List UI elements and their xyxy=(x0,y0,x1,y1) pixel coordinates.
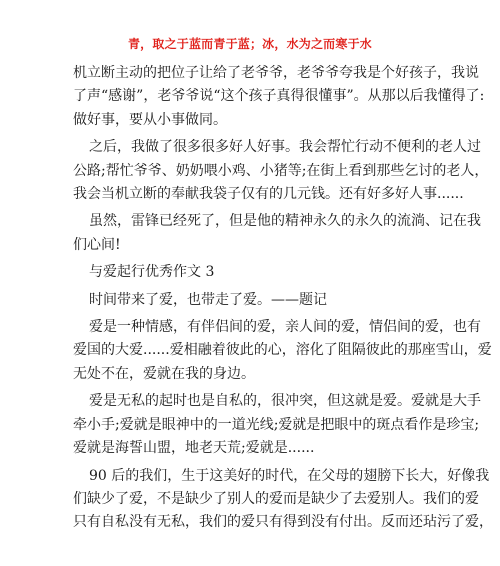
paragraph xyxy=(73,390,481,460)
text-line: 之后，我做了很多很多好人好事。我会帮忙行动不便利的老人过 xyxy=(89,139,481,156)
text-line: 爱是一种情感，有伴侣间的爱，亲人间的爱，情侣间的爱，也有 xyxy=(89,319,481,336)
paragraph xyxy=(73,62,485,132)
text-line: 爱就是海誓山盟，地老天荒;爱就是...... xyxy=(73,440,315,457)
text-line: 做好事，要从小事做同。 xyxy=(73,111,227,128)
text-line: 牵小手;爱就是眼神中的一道光线;爱就是把眼中的斑点看作是珍宝; xyxy=(73,416,480,433)
text-line: 公路;帮忙爷爷、奶奶喂小鸡、小猪等;在街上看到那些乞讨的老人， xyxy=(73,162,489,179)
text-line: 时间带来了爱，也带走了爱。——题记 xyxy=(89,291,327,308)
text-line: 们缺少了爱，不是缺少了别人的爱而是缺少了去爱别人。我们的爱 xyxy=(73,490,479,507)
paragraph xyxy=(73,261,439,284)
paragraph xyxy=(73,289,439,312)
text-line: 无处不在，爱就在我的身边。 xyxy=(73,365,255,382)
text-line: 机立断主动的把位子让给了老爷爷，老爷爷夸我是个好孩子，我说 xyxy=(73,65,479,81)
paragraph xyxy=(73,210,481,257)
text-line: 90 后的我们，生于这美好的时代，在父母的翅膀下长大，好像我 xyxy=(89,467,490,484)
text-line: 爱是无私的起时也是自私的，很冲突，但这就是爱。爱就是大手 xyxy=(89,393,481,410)
text-line: 们心间! xyxy=(73,236,121,253)
text-line: 我会当机立断的奉献我袋子仅有的几元钱。还有好多好人事...... xyxy=(73,186,464,203)
paragraph xyxy=(73,465,493,535)
document-body xyxy=(73,62,493,539)
text-line: 爱国的大爱......爱相融着彼此的心，溶化了阻隔彼此的那座雪山，爱 xyxy=(73,342,492,359)
paragraph xyxy=(73,136,489,206)
page-header-title: 青，取之于蓝而青于蓝；冰，水为之而寒于水 xyxy=(127,37,372,51)
text-line: 了声“感谢”，老爷爷说“这个孩子真得很懂事”。从那以后我懂得了: xyxy=(73,88,485,105)
paragraph xyxy=(73,316,492,386)
text-line: 只有自私没有无私，我们的爱只有得到没有付出。反而还玷污了爱， xyxy=(73,514,493,531)
section-heading: 与爱起行优秀作文 3 xyxy=(89,264,215,281)
text-line: 虽然，雷锋已经死了，但是他的精神永久的永久的流淌、记在我 xyxy=(89,213,481,230)
